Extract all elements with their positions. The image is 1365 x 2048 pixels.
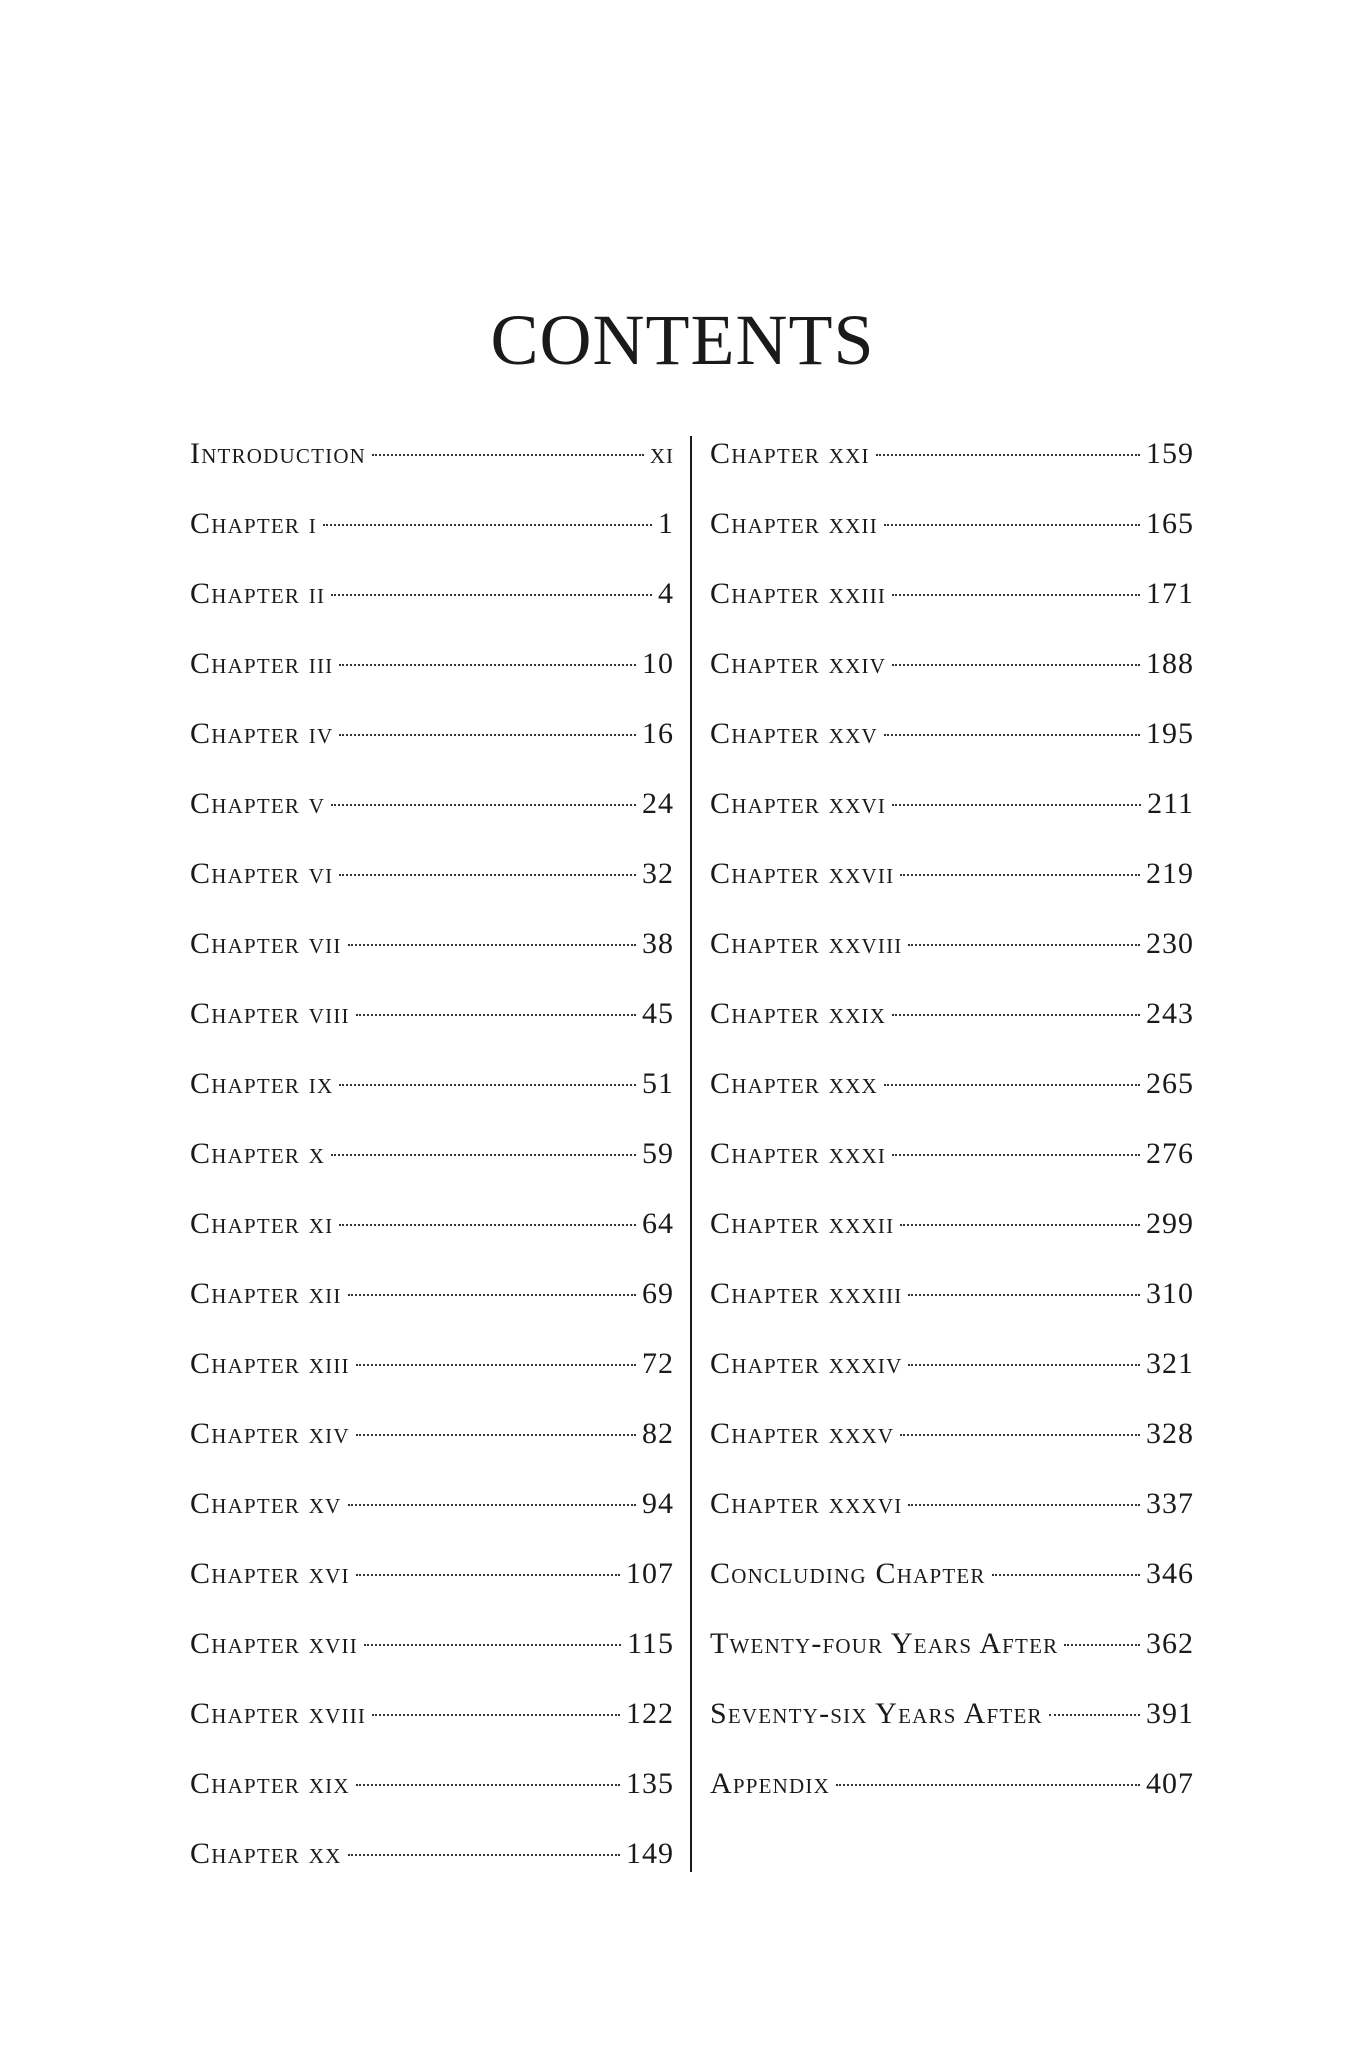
toc-entry[interactable] bbox=[190, 1824, 674, 1894]
toc-entry[interactable] bbox=[710, 634, 1194, 704]
toc-entry-page-number: 69 bbox=[642, 1277, 674, 1310]
toc-entry-label: Chapter vii bbox=[190, 927, 342, 960]
dot-leader bbox=[348, 944, 636, 946]
toc-entry-page-number: 59 bbox=[642, 1137, 674, 1170]
dot-leader bbox=[900, 1224, 1140, 1226]
toc-entry[interactable] bbox=[190, 494, 674, 564]
toc-entry-label: Chapter x bbox=[190, 1137, 326, 1170]
toc-entry-page-number: 115 bbox=[627, 1627, 674, 1660]
dot-leader bbox=[331, 804, 636, 806]
toc-entry-label: Chapter xviii bbox=[190, 1697, 367, 1730]
toc-entry-page-number: 337 bbox=[1146, 1487, 1194, 1520]
toc-entry-page-number: 82 bbox=[642, 1417, 674, 1450]
toc-entry-label: Chapter xxi bbox=[710, 437, 870, 470]
toc-entry-page-number: 1 bbox=[658, 507, 674, 540]
toc-entry-label: Chapter xi bbox=[190, 1207, 334, 1240]
toc-entry-label: Chapter i bbox=[190, 507, 317, 540]
toc-entry[interactable] bbox=[190, 1404, 674, 1474]
toc-right-column bbox=[710, 424, 1194, 1824]
toc-entry-page-number: 107 bbox=[626, 1557, 674, 1590]
toc-entry-page-number: 10 bbox=[642, 647, 674, 680]
toc-entry[interactable] bbox=[190, 564, 674, 634]
toc-entry[interactable] bbox=[190, 1334, 674, 1404]
toc-entry[interactable] bbox=[190, 1054, 674, 1124]
dot-leader bbox=[892, 594, 1140, 596]
toc-entry[interactable] bbox=[190, 1264, 674, 1334]
toc-entry-label: Chapter xxxv bbox=[710, 1417, 895, 1450]
toc-entry-page-number: 219 bbox=[1146, 857, 1194, 890]
toc-entry-page-number: 51 bbox=[642, 1067, 674, 1100]
toc-entry-label: Chapter xxxi bbox=[710, 1137, 887, 1170]
toc-entry-label: Chapter xxiv bbox=[710, 647, 887, 680]
toc-entry-page-number: 94 bbox=[642, 1487, 674, 1520]
toc-entry[interactable] bbox=[710, 1474, 1194, 1544]
toc-entry-page-number: 299 bbox=[1146, 1207, 1194, 1240]
dot-leader bbox=[900, 1434, 1140, 1436]
toc-entry-label: Chapter xvi bbox=[190, 1557, 350, 1590]
toc-entry[interactable] bbox=[710, 424, 1194, 494]
toc-entry-label: Seventy-six Years After bbox=[710, 1697, 1043, 1730]
dot-leader bbox=[908, 1504, 1140, 1506]
dot-leader bbox=[339, 734, 636, 736]
dot-leader bbox=[356, 1364, 636, 1366]
toc-entry[interactable] bbox=[190, 634, 674, 704]
toc-entry-page-number: 188 bbox=[1146, 647, 1194, 680]
toc-entry-page-number: 276 bbox=[1146, 1137, 1194, 1170]
toc-entry-label: Chapter viii bbox=[190, 997, 350, 1030]
toc-entry-page-number: 72 bbox=[642, 1347, 674, 1380]
dot-leader bbox=[372, 1714, 620, 1716]
toc-entry[interactable] bbox=[710, 844, 1194, 914]
dot-leader bbox=[339, 1224, 636, 1226]
toc-entry[interactable] bbox=[710, 774, 1194, 844]
toc-entry-label: Chapter xxx bbox=[710, 1067, 878, 1100]
toc-entry-page-number: 362 bbox=[1146, 1627, 1194, 1660]
dot-leader bbox=[339, 1084, 636, 1086]
dot-leader bbox=[348, 1294, 636, 1296]
toc-entry-label: Chapter xvii bbox=[190, 1627, 358, 1660]
dot-leader bbox=[348, 1504, 636, 1506]
dot-leader bbox=[908, 1294, 1140, 1296]
toc-entry-label: Chapter xiii bbox=[190, 1347, 350, 1380]
dot-leader bbox=[908, 1364, 1140, 1366]
dot-leader bbox=[323, 524, 652, 526]
toc-entry[interactable] bbox=[710, 914, 1194, 984]
toc-entry[interactable] bbox=[710, 1054, 1194, 1124]
dot-leader bbox=[1049, 1714, 1140, 1716]
dot-leader bbox=[364, 1644, 621, 1646]
toc-entry-label: Chapter xxxii bbox=[710, 1207, 895, 1240]
dot-leader bbox=[331, 594, 652, 596]
toc-entry-page-number: 149 bbox=[626, 1837, 674, 1870]
dot-leader bbox=[908, 944, 1140, 946]
toc-entry-page-number: 165 bbox=[1146, 507, 1194, 540]
dot-leader bbox=[892, 1154, 1140, 1156]
toc-entry-page-number: 135 bbox=[626, 1767, 674, 1800]
toc-entry-page-number: 122 bbox=[626, 1697, 674, 1730]
toc-entry-page-number: 16 bbox=[642, 717, 674, 750]
toc-entry-label: Chapter ii bbox=[190, 577, 326, 610]
dot-leader bbox=[884, 524, 1140, 526]
toc-entry-page-number: 265 bbox=[1146, 1067, 1194, 1100]
toc-entry-page-number: 45 bbox=[642, 997, 674, 1030]
toc-entry[interactable] bbox=[710, 1194, 1194, 1264]
toc-entry-label: Introduction bbox=[190, 437, 367, 470]
toc-entry-page-number: 171 bbox=[1146, 577, 1194, 610]
toc-entry[interactable] bbox=[190, 1194, 674, 1264]
toc-entry-page-number: xi bbox=[649, 437, 674, 470]
toc-entry-label: Chapter iii bbox=[190, 647, 334, 680]
toc-entry[interactable] bbox=[710, 704, 1194, 774]
toc-entry-label: Chapter xxxiv bbox=[710, 1347, 903, 1380]
toc-entry-page-number: 328 bbox=[1146, 1417, 1194, 1450]
toc-entry[interactable] bbox=[710, 1264, 1194, 1334]
toc-entry-page-number: 195 bbox=[1146, 717, 1194, 750]
toc-entry-label: Chapter xxxvi bbox=[710, 1487, 903, 1520]
toc-entry-label: Chapter xx bbox=[190, 1837, 342, 1870]
toc-entry-page-number: 230 bbox=[1146, 927, 1194, 960]
toc-entry-page-number: 243 bbox=[1146, 997, 1194, 1030]
dot-leader bbox=[884, 734, 1140, 736]
toc-entry[interactable] bbox=[190, 1684, 674, 1754]
dot-leader bbox=[1064, 1644, 1140, 1646]
toc-entry-page-number: 24 bbox=[642, 787, 674, 820]
toc-entry-label: Chapter xix bbox=[190, 1767, 350, 1800]
toc-entry-page-number: 32 bbox=[642, 857, 674, 890]
toc-entry[interactable] bbox=[710, 1404, 1194, 1474]
dot-leader bbox=[892, 804, 1141, 806]
dot-leader bbox=[356, 1434, 636, 1436]
toc-entry-label: Appendix bbox=[710, 1767, 830, 1800]
toc-entry[interactable] bbox=[710, 1614, 1194, 1684]
toc-entry[interactable] bbox=[190, 1754, 674, 1824]
toc-entry-label: Chapter xxviii bbox=[710, 927, 903, 960]
dot-leader bbox=[348, 1854, 620, 1856]
toc-entry-label: Concluding Chapter bbox=[710, 1557, 986, 1590]
dot-leader bbox=[356, 1574, 620, 1576]
dot-leader bbox=[356, 1014, 636, 1016]
toc-entry[interactable] bbox=[190, 984, 674, 1054]
toc-entry[interactable] bbox=[190, 1544, 674, 1614]
toc-entry[interactable] bbox=[190, 914, 674, 984]
toc-entry[interactable] bbox=[710, 494, 1194, 564]
toc-entry-label: Chapter xxvii bbox=[710, 857, 895, 890]
toc-entry[interactable] bbox=[190, 424, 674, 494]
dot-leader bbox=[900, 874, 1140, 876]
dot-leader bbox=[331, 1154, 636, 1156]
dot-leader bbox=[892, 1014, 1140, 1016]
toc-entry[interactable] bbox=[190, 1124, 674, 1194]
dot-leader bbox=[884, 1084, 1140, 1086]
toc-entry-page-number: 346 bbox=[1146, 1557, 1194, 1590]
toc-entry-label: Chapter xii bbox=[190, 1277, 342, 1310]
dot-leader bbox=[339, 664, 636, 666]
toc-entry-page-number: 211 bbox=[1147, 787, 1194, 820]
column-divider bbox=[690, 436, 692, 1872]
toc-entry-label: Chapter vi bbox=[190, 857, 334, 890]
page-title: CONTENTS bbox=[490, 300, 875, 380]
toc-entry-page-number: 159 bbox=[1146, 437, 1194, 470]
toc-entry[interactable] bbox=[710, 1334, 1194, 1404]
toc-entry[interactable] bbox=[710, 1544, 1194, 1614]
toc-entry-label: Chapter xiv bbox=[190, 1417, 350, 1450]
dot-leader bbox=[372, 454, 644, 456]
toc-entry[interactable] bbox=[710, 564, 1194, 634]
toc-entry-page-number: 391 bbox=[1146, 1697, 1194, 1730]
dot-leader bbox=[876, 454, 1140, 456]
toc-entry-label: Chapter ix bbox=[190, 1067, 334, 1100]
toc-entry-label: Chapter xv bbox=[190, 1487, 342, 1520]
toc-entry-label: Chapter v bbox=[190, 787, 326, 820]
toc-left-column bbox=[190, 424, 674, 1894]
toc-entry[interactable] bbox=[190, 844, 674, 914]
toc-entry[interactable] bbox=[190, 1614, 674, 1684]
dot-leader bbox=[892, 664, 1140, 666]
toc-entry-label: Chapter xxv bbox=[710, 717, 878, 750]
toc-entry-page-number: 310 bbox=[1146, 1277, 1194, 1310]
toc-entry-page-number: 321 bbox=[1146, 1347, 1194, 1380]
toc-entry[interactable] bbox=[190, 774, 674, 844]
toc-entry[interactable] bbox=[190, 704, 674, 774]
toc-entry[interactable] bbox=[710, 984, 1194, 1054]
toc-entry[interactable] bbox=[710, 1754, 1194, 1824]
dot-leader bbox=[992, 1574, 1140, 1576]
toc-entry[interactable] bbox=[710, 1124, 1194, 1194]
toc-entry-page-number: 4 bbox=[658, 577, 674, 610]
toc-entry-page-number: 38 bbox=[642, 927, 674, 960]
toc-entry-label: Chapter xxii bbox=[710, 507, 878, 540]
dot-leader bbox=[836, 1784, 1140, 1786]
dot-leader bbox=[339, 874, 636, 876]
toc-entry-label: Chapter xxxiii bbox=[710, 1277, 903, 1310]
dot-leader bbox=[356, 1784, 620, 1786]
toc-entry-page-number: 64 bbox=[642, 1207, 674, 1240]
toc-entry-label: Chapter xxiii bbox=[710, 577, 887, 610]
toc-entry[interactable] bbox=[710, 1684, 1194, 1754]
toc-entry-label: Chapter xxvi bbox=[710, 787, 887, 820]
toc-entry[interactable] bbox=[190, 1474, 674, 1544]
toc-entry-label: Chapter iv bbox=[190, 717, 334, 750]
toc-entry-page-number: 407 bbox=[1146, 1767, 1194, 1800]
toc-entry-label: Chapter xxix bbox=[710, 997, 887, 1030]
toc-entry-label: Twenty-four Years After bbox=[710, 1627, 1059, 1660]
